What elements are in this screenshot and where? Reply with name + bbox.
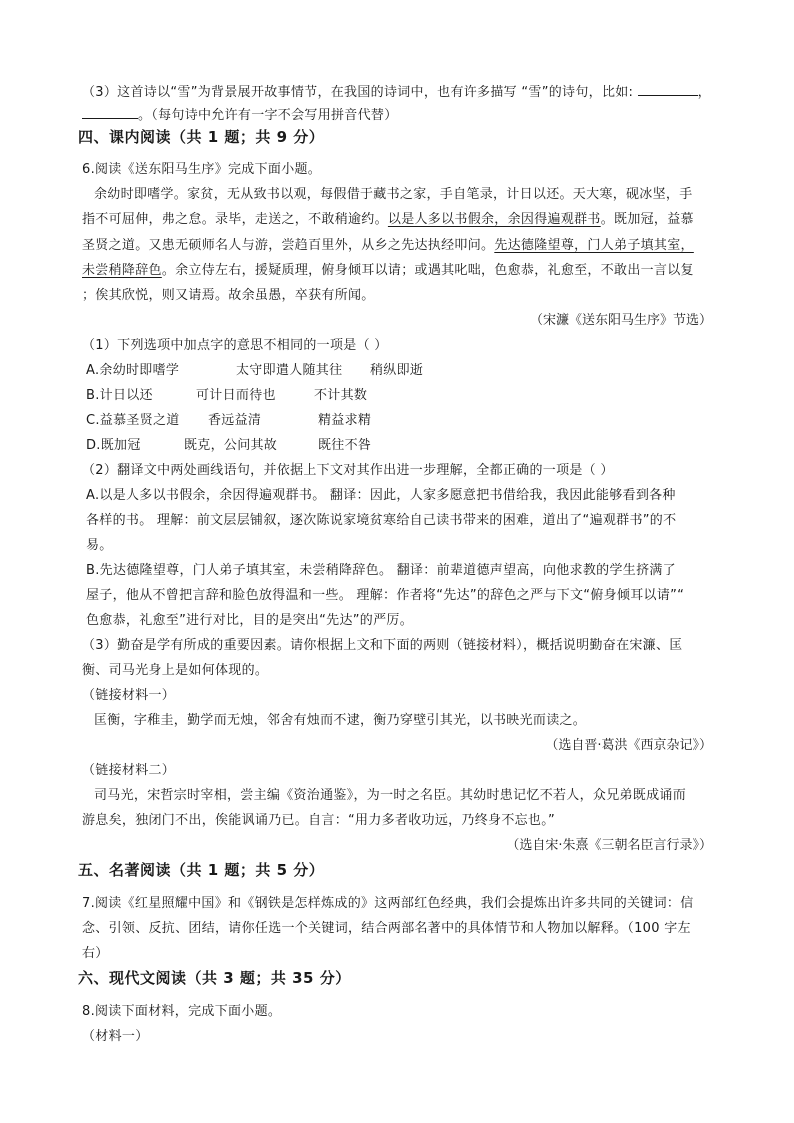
- passage-line-1: 余幼时即嗜学。家贫，无从致书以观，每假借于藏书之家，手自笔录，计日以还。天大寒，砚冰坚，手: [94, 187, 693, 202]
- answer-blank-2[interactable]: [82, 104, 138, 119]
- option-text: 不计其数: [314, 388, 368, 403]
- material-1-title: （链接材料一）: [82, 688, 176, 703]
- option-text: 既克，公问其故: [184, 438, 278, 453]
- q6-intro: 6.阅读《送东阳马生序》完成下面小题。: [82, 162, 322, 177]
- sub2-option-b-line2: 屋子，他从不曾把言辞和脸色放得温和一些。 理解：作者将“先达”的辞色之严与下文“俯身倾耳以请”“: [86, 588, 685, 603]
- answer-blank-1[interactable]: [638, 81, 698, 96]
- option-c[interactable]: [86, 412, 371, 430]
- option-text: 太守即遣人随其往: [236, 363, 343, 378]
- sub2-option-b-line3: 色愈恭，礼愈至”进行对比，目的是突出“先达”的严厉。: [86, 613, 414, 628]
- q5-part3-line2: [82, 104, 398, 125]
- passage-text: 圣贤之道。又患无硕师名人与游，尝趋百里外，从乡之先达执经叩问。: [82, 238, 495, 253]
- option-label: C.益慕圣贤之道: [86, 413, 180, 428]
- option-label: A.余幼时即嗜学: [86, 363, 180, 378]
- material-2-line2: 游息矣，独闭门不出，俟能讽诵乃已。自言：“用力多者收功远，乃终身不忘也。”: [82, 813, 556, 828]
- passage-source: （宋濂《送东阳马生序》节选）: [529, 313, 712, 328]
- sub2-stem: （2）翻译文中两处画线语句，并依据上下文对其作出进一步理解，全都正确的一项是（ ）: [82, 463, 614, 478]
- option-label: D.既加冠: [86, 438, 141, 453]
- section6-heading: 六、现代文阅读（共 3 题；共 35 分）: [78, 969, 351, 987]
- passage-text: 。余立侍左右，援疑质理，俯身倾耳以请；或遇其叱咄，色愈恭，礼愈至，不敢出一言以复: [161, 263, 694, 278]
- option-text: 既往不咎: [318, 438, 372, 453]
- passage-line-5: ；俟其欣悦，则又请焉。故余虽愚，卒获有所闻。: [82, 288, 375, 303]
- material-2-source: （选自宋·朱熹《三朝名臣言行录》）: [506, 838, 712, 853]
- passage-text: 。既加冠，益慕: [600, 212, 694, 227]
- passage-line-3: [82, 237, 694, 255]
- sub1-stem: （1）下列选项中加点字的意思不相同的一项是（ ）: [82, 338, 388, 353]
- underlined-sentence-2: 先达德隆望尊，门人弟子填其室，: [494, 238, 694, 253]
- option-b[interactable]: [86, 387, 367, 405]
- sub3-stem-line2: 衡、司马光身上是如何体现的。: [82, 663, 269, 678]
- q5-part3-prompt: （3）这首诗以“雪”为背景展开故事情节，在我国的诗词中，也有许多描写 “雪”的诗句，比如:: [82, 85, 638, 100]
- q5-part3-line1: [82, 81, 711, 102]
- option-label: B.计日以还: [86, 388, 153, 403]
- q8-intro: 8.阅读下面材料，完成下面小题。: [82, 1004, 282, 1019]
- underlined-sentence-1: 以是人多以书假余，余因得遍观群书: [387, 212, 601, 227]
- q5-part3-note: 。（每句诗中允许有一字不会写用拼音代替）: [138, 108, 398, 123]
- section4-heading: 四、课内阅读（共 1 题；共 9 分）: [78, 128, 325, 146]
- passage-line-2: [82, 211, 694, 229]
- option-d[interactable]: [86, 437, 371, 455]
- sub3-stem-line1: （3）勤奋是学有所成的重要因素。请你根据上文和下面的两则（链接材料），概括说明勤奋在宋濂、匡: [82, 638, 683, 653]
- sub2-option-a-line2: 各样的书。 理解：前文层层铺叙，逐次陈说家境贫寒给自己读书带来的困难，道出了“遍观群书”的不: [86, 513, 677, 528]
- material-2-line1: 司马光，宋哲宗时宰相，尝主编《资治通鉴》，为一时之名臣。其幼时患记忆不若人，众兄弟既成诵而: [94, 788, 687, 803]
- q7-line3: 右）: [82, 946, 109, 961]
- q7-line2: 念、引领、反抗、团结，请你任选一个关键词，结合两部名著中的具体情节和人物加以解释。（100 字左: [82, 921, 691, 936]
- material-1-text: 匡衡，字稚圭，勤学而无烛，邻舍有烛而不逮，衡乃穿壁引其光，以书映光而读之。: [94, 713, 587, 728]
- option-text: 精益求精: [318, 413, 372, 428]
- section5-heading: 五、名著阅读（共 1 题；共 5 分）: [78, 861, 325, 879]
- underlined-sentence-2-end: 未尝稍降辞色: [82, 263, 162, 278]
- q7-line1: 7.阅读《红星照耀中国》和《钢铁是怎样炼成的》这两部红色经典，我们会提炼出许多共同的关键词：信: [82, 896, 694, 911]
- passage-line-4: [82, 262, 694, 280]
- section6-material-1-title: （材料一）: [82, 1029, 149, 1044]
- material-1-source: （选自晋·葛洪《西京杂记》）: [545, 738, 712, 753]
- option-text: 稍纵即逝: [370, 363, 424, 378]
- passage-text: 指不可屈伸，弗之怠。录毕，走送之，不敢稍逾约。: [82, 212, 388, 227]
- option-text: 可计日而待也: [196, 388, 276, 403]
- q5-part3-comma: ，: [697, 85, 711, 100]
- sub2-option-b-line1[interactable]: B.先达德隆望尊，门人弟子填其室，未尝稍降辞色。 翻译：前辈道德声望高，向他求教的学生挤满了: [86, 563, 676, 578]
- option-a[interactable]: [86, 362, 423, 380]
- sub2-option-a-line1[interactable]: A.以是人多以书假余，余因得遍观群书。 翻译：因此，人家多愿意把书借给我，我因此能够看到各种: [86, 488, 676, 503]
- material-2-title: （链接材料二）: [82, 763, 176, 778]
- option-text: 香远益清: [208, 413, 262, 428]
- sub2-option-a-line3: 易。: [86, 538, 113, 553]
